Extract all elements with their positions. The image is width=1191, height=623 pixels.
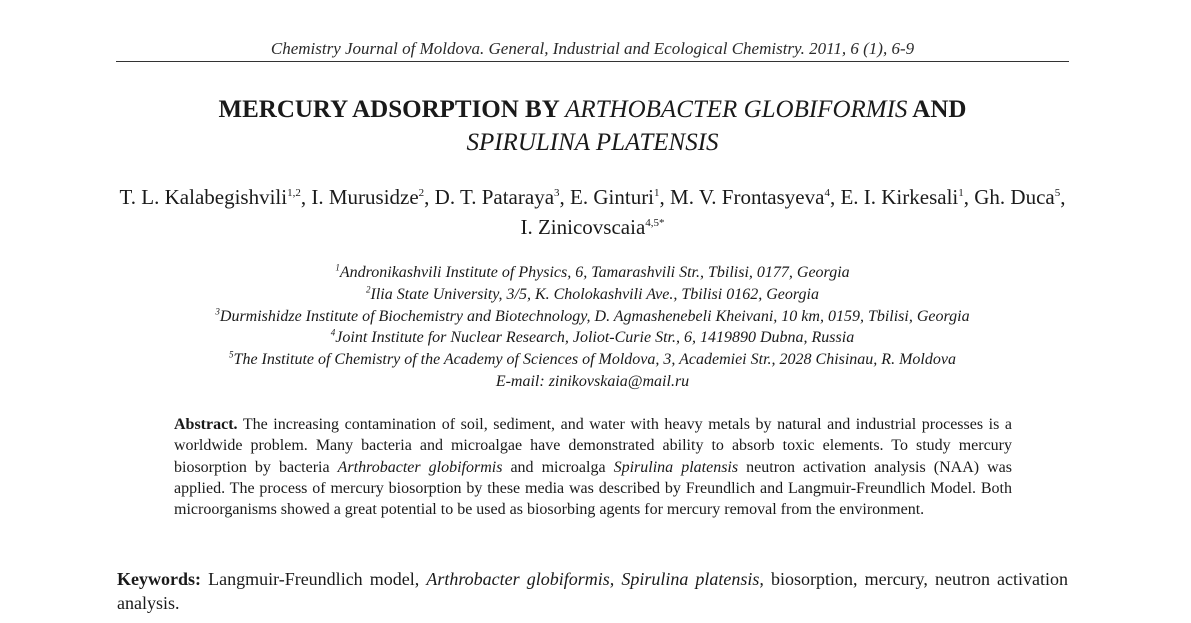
author-affiliation-mark: 3 <box>554 187 560 199</box>
author-name: M. V. Frontasyeva <box>670 185 825 209</box>
author-name: Gh. Duca <box>974 185 1055 209</box>
abstract-label: Abstract. <box>174 416 238 433</box>
author-affiliation-mark: 1 <box>958 187 964 199</box>
author-name: D. T. Pataraya <box>434 185 555 209</box>
affiliation-line <box>116 327 1069 349</box>
abstract-text: and microalga <box>502 458 614 476</box>
affiliation-mark: 2 <box>366 284 371 295</box>
keywords-species: Arthrobacter globiformis, Spirulina platensis, <box>426 569 764 589</box>
journal-header: Chemistry Journal of Moldova. General, Industrial and Ecological Chemistry. 2011, 6 (1), 6-9 <box>270 39 915 58</box>
affiliation-text: Durmishidze Institute of Biochemistry and Biotechnology, D. Agmashenebeli Kheivani, 10 km, 0159, Tbilisi, Georgia <box>219 307 970 325</box>
affiliation-text: Andronikashvili Institute of Physics, 6, Tamarashvili Str., Tbilisi, 0177, Georgia <box>339 264 850 281</box>
title-and: AND <box>907 96 967 123</box>
author-separator: , <box>300 185 312 209</box>
author-separator: , <box>559 185 571 209</box>
title-part1: MERCURY ADSORPTION BY <box>218 96 566 123</box>
author-separator: , <box>1060 185 1066 209</box>
affiliation-mark: 5 <box>229 349 234 360</box>
author-separator: , <box>424 185 435 209</box>
author-affiliation-mark: 1 <box>654 187 660 199</box>
keywords-label: Keywords: <box>117 569 201 589</box>
author-affiliation-mark: 4 <box>824 187 830 199</box>
author-name: E. Ginturi <box>570 185 655 209</box>
affiliation-mark: 4 <box>330 328 336 339</box>
affiliation-mark: 1 <box>335 262 340 273</box>
author-affiliation-mark: 5 <box>1054 187 1061 199</box>
paper-title <box>116 93 1069 159</box>
author-affiliation-mark: 1,2 <box>287 187 301 199</box>
author-affiliation-mark: 4,5* <box>645 217 665 229</box>
affiliation-line <box>116 306 1069 328</box>
author-affiliation-mark: 2 <box>418 187 425 199</box>
author-list <box>116 182 1069 242</box>
author-name: T. L. Kalabegishvili <box>119 185 288 209</box>
abstract-text: neutron activation analysis (NAA) was applied. The process of mercury biosorption by these media was described by Freundlich and Langmuir-Freundlich Model. Both microorganisms showed a great potential to be used as biosorbing agents for mercury removal from the environment. <box>174 458 1013 519</box>
abstract-species: Arthrobacter globiformis <box>337 458 503 476</box>
affiliation-line <box>116 349 1069 371</box>
abstract-species: Spirulina platensis <box>613 458 739 476</box>
author-name: I. Zinicovscaia <box>520 215 646 239</box>
title-species1: ARTHOBACTER GLOBIFORMIS <box>565 96 908 123</box>
affiliation-text: Joint Institute for Nuclear Research, Joliot-Curie Str., 6, 1419890 Dubna, Russia <box>335 329 855 347</box>
affiliation-mark: 3 <box>215 306 220 317</box>
keywords-paragraph <box>117 567 1068 615</box>
author-name: E. I. Kirkesali <box>840 185 959 209</box>
affiliation-text: The Institute of Chemistry of the Academy of Sciences of Moldova, 3, Academiei Str., 2028 Chisinau, R. Moldova <box>233 351 956 369</box>
contact-email[interactable]: E-mail: zinikovskaia@mail.ru <box>495 372 690 390</box>
author-name: I. Murusidze <box>311 185 419 209</box>
affiliation-list <box>116 262 1069 393</box>
author-separator: , <box>659 185 671 209</box>
keywords-text: biosorption, mercury, neutron activation analysis. <box>117 569 1068 613</box>
title-species2: SPIRULINA PLATENSIS <box>466 129 719 156</box>
author-separator: , <box>963 185 975 209</box>
affiliation-text: Ilia State University, 3/5, K. Cholokashvili Ave., Tbilisi 0162, Georgia <box>370 285 819 303</box>
affiliation-line <box>116 284 1069 306</box>
affiliation-line <box>116 262 1069 284</box>
keywords-text: Langmuir-Freundlich model, <box>201 569 427 589</box>
abstract-text: The increasing contamination of soil, sediment, and water with heavy metals by natural and industrial processes is a worldwide problem. Many bacteria and microalgae have demonstrated ability to absorb toxic elements. To study mercury biosorption by bacteria <box>174 416 1012 476</box>
header-divider <box>116 61 1069 62</box>
author-separator: , <box>829 185 841 209</box>
abstract-paragraph <box>174 414 1012 520</box>
